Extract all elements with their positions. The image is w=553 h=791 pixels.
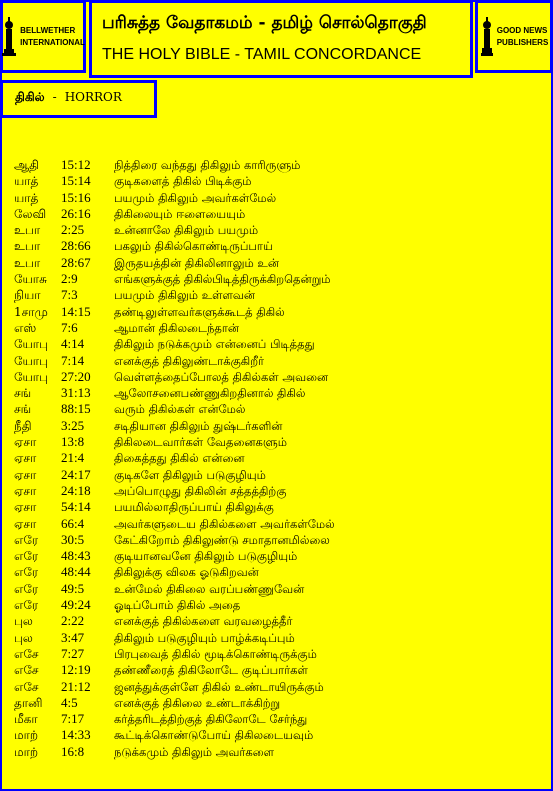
entry-text: வரும் திகில்கள் என்மேல்: [114, 402, 246, 417]
entry-reference: 26:16: [61, 205, 91, 221]
list-item: [14, 238, 544, 254]
list-item: [14, 450, 544, 466]
entry-book: மாற்: [14, 728, 39, 743]
goodnews-logo-line2: PUBLISHERS: [496, 37, 549, 47]
list-item: [14, 646, 544, 662]
entry-reference: 7:27: [61, 645, 85, 661]
entry-text: இருதயத்தின் திகிலினாலும் உன்: [114, 255, 279, 270]
entry-book: ஏசா: [14, 467, 37, 482]
list-item: [14, 304, 544, 320]
topic-english: HORROR: [64, 90, 122, 104]
entry-reference: 54:14: [61, 499, 91, 515]
entry-text: குடிகளைத் திகில் பிடிக்கும்: [114, 174, 252, 189]
list-item: [14, 222, 544, 238]
entry-book: ஏசா: [14, 500, 37, 515]
list-item: [14, 695, 544, 711]
bellwether-logo-box: [0, 0, 86, 73]
bellwether-logo-line2: INTERNATIONAL: [20, 37, 85, 47]
list-item: [14, 499, 544, 515]
entry-book: ஏசா: [14, 516, 37, 531]
entry-reference: 24:18: [61, 482, 91, 498]
entry-text: குடிகளே திகிலும் படுகுழியும்: [114, 467, 266, 482]
figure-logo-icon: [480, 17, 494, 57]
entry-book: யோபு: [14, 337, 49, 352]
entry-reference: 13:8: [61, 434, 85, 450]
entry-reference: 15:16: [61, 189, 91, 205]
topic-tamil: திகில்: [15, 90, 45, 104]
entry-text: ஜனத்துக்குள்ளே திகில் உண்டாயிருக்கும்: [114, 679, 324, 694]
list-item: [14, 255, 544, 271]
entry-text: ஆமான் திகிலடைந்தான்: [114, 320, 240, 335]
list-item: [14, 369, 544, 385]
entry-reference: 7:14: [61, 352, 85, 368]
entry-reference: 30:5: [61, 531, 85, 547]
entry-reference: 12:19: [61, 662, 91, 678]
list-item: [14, 336, 544, 352]
entry-text: ஆலோசனைபண்ணுகிறதினால் திகில்: [114, 386, 306, 401]
title-tamil: பரிசுத்த வேதாகமம் - தமிழ் சொல்தொகுதி: [102, 13, 427, 33]
entry-text: எனக்குத் திகில்களை வரவழைத்தீர்: [114, 614, 293, 629]
goodnews-logo-box: [475, 0, 553, 73]
entry-text: பயமில்லாதிருப்பாய் திகிலுக்கு: [114, 500, 274, 515]
entry-text: வெள்ளத்தைப்போலத் திகில்கள் அவனை: [114, 369, 329, 384]
entry-book: உபா: [14, 223, 41, 238]
entry-text: பயமும் திகிலும் அவர்கள்மேல்: [114, 190, 277, 205]
entry-reference: 48:43: [61, 548, 91, 564]
entry-book: யோசு: [14, 272, 47, 287]
list-item: [14, 711, 544, 727]
entry-book: யாத்: [14, 174, 39, 189]
list-item: [14, 483, 544, 499]
entry-reference: 31:13: [61, 385, 91, 401]
entry-text: ஓடிப்போம் திகில் அதை: [114, 598, 241, 613]
list-item: [14, 206, 544, 222]
list-item: [14, 353, 544, 369]
entry-book: 1சாமு: [14, 304, 48, 319]
entry-book: ஏசா: [14, 435, 37, 450]
entry-book: எசே: [14, 646, 39, 661]
entry-reference: 2:9: [61, 271, 78, 287]
entry-reference: 49:24: [61, 597, 91, 613]
list-item: [14, 418, 544, 434]
list-item: [14, 548, 544, 564]
entry-book: எசே: [14, 679, 39, 694]
entry-text: அவர்களுடைய திகில்களை அவர்கள்மேல்: [114, 516, 335, 531]
title-english: THE HOLY BIBLE - TAMIL CONCORDANCE: [102, 46, 422, 63]
entry-text: எனக்குத் திகிலை உண்டாக்கிற்று: [114, 695, 281, 710]
entry-reference: 7:6: [61, 319, 78, 335]
list-item: [14, 467, 544, 483]
entry-book: நியா: [14, 288, 41, 303]
entry-reference: 21:4: [61, 450, 85, 466]
entry-book: எரே: [14, 598, 39, 613]
entry-text: உன்மேல் திகிலை வரப்பண்ணுவேன்: [114, 581, 305, 596]
entry-reference: 48:44: [61, 564, 91, 580]
entry-reference: 7:17: [61, 711, 85, 727]
entry-reference: 3:25: [61, 417, 85, 433]
entry-text: எனக்குத் திகிலுண்டாக்குகிறீர்: [114, 353, 264, 368]
bellwether-logo-line1: BELLWETHER: [20, 25, 76, 35]
list-item: [14, 597, 544, 613]
entry-book: உபா: [14, 255, 41, 270]
bellwether-logo: [1, 17, 85, 57]
entry-book: ஏசா: [14, 451, 37, 466]
entry-reference: 21:12: [61, 678, 91, 694]
list-item: [14, 320, 544, 336]
entry-reference: 4:5: [61, 694, 78, 710]
entry-text: பிரபுவைத் திகில் மூடிக்கொண்டிருக்கும்: [114, 646, 317, 661]
entry-text: திகைத்தது திகில் என்னை: [114, 451, 245, 466]
entry-text: திகிலையும் ஈளையையும்: [114, 206, 246, 221]
entry-text: திகிலடைவார்கள் வேதனைகளும்: [114, 435, 287, 450]
entry-reference: 14:15: [61, 303, 91, 319]
entry-reference: 14:33: [61, 727, 91, 743]
entry-book: ஏசா: [14, 483, 37, 498]
list-item: [14, 190, 544, 206]
entry-reference: 28:66: [61, 238, 91, 254]
topic-heading: [0, 80, 157, 118]
list-item: [14, 662, 544, 678]
entry-book: யோபு: [14, 353, 49, 368]
entry-text: உன்னாலே திகிலும் பயமும்: [114, 223, 259, 238]
entry-reference: 2:22: [61, 613, 85, 629]
entry-reference: 15:12: [61, 157, 91, 172]
entry-reference: 15:14: [61, 173, 91, 189]
entry-book: நீதி: [14, 418, 32, 433]
entry-text: திகிலும் நடுக்கமும் என்னைப் பிடித்தது: [114, 337, 315, 352]
entry-reference: 28:67: [61, 254, 91, 270]
list-item: [14, 679, 544, 695]
figure-logo-icon: [1, 17, 17, 57]
concordance-list: [14, 157, 544, 760]
entry-reference: 16:8: [61, 743, 85, 759]
list-item: [14, 385, 544, 401]
list-item: [14, 744, 544, 760]
entry-reference: 2:25: [61, 222, 85, 238]
list-item: [14, 157, 544, 173]
list-item: [14, 727, 544, 743]
entry-book: உபா: [14, 239, 41, 254]
list-item: [14, 173, 544, 189]
entry-book: யோபு: [14, 369, 49, 384]
entry-text: கர்த்தரிடத்திற்குத் திகிலோடே சேர்ந்து: [114, 712, 308, 727]
entry-book: எசே: [14, 663, 39, 678]
entry-book: மாற்: [14, 744, 39, 759]
entry-text: தண்ணீரைத் திகிலோடே குடிப்பார்கள்: [114, 663, 308, 678]
entry-text: திகிலுக்கு விலக ஓடுகிறவன்: [114, 565, 259, 580]
entry-text: கேட்கிறோம் திகிலுண்டு சமாதானமில்லை: [114, 532, 330, 547]
entry-book: புல: [14, 630, 33, 645]
entry-book: எரே: [14, 532, 39, 547]
entry-text: குடியானவனே திகிலும் படுகுழியும்: [114, 549, 298, 564]
entry-book: லேவி: [14, 206, 47, 221]
entry-book: எஸ்: [14, 320, 37, 335]
entry-reference: 4:14: [61, 336, 85, 352]
goodnews-logo: [480, 17, 549, 57]
list-item: [14, 564, 544, 580]
list-item: [14, 613, 544, 629]
list-item: [14, 271, 544, 287]
entry-text: நித்திரை வந்தது திகிலும் காரிருளும்: [114, 158, 301, 172]
entry-reference: 27:20: [61, 368, 91, 384]
entry-text: பகலும் திகில்கொண்டிருப்பாய்: [114, 239, 273, 254]
entry-book: புல: [14, 614, 33, 629]
list-item: [14, 532, 544, 548]
entry-book: எரே: [14, 565, 39, 580]
goodnews-logo-line1: GOOD NEWS: [496, 25, 548, 35]
list-item: [14, 581, 544, 597]
entry-text: கூட்டிக்கொண்டுபோய் திகிலடையவும்: [114, 728, 314, 743]
list-item: [14, 401, 544, 417]
list-item: [14, 516, 544, 532]
entry-text: திகிலும் படுகுழியும் பாழ்க்கடிப்பும்: [114, 630, 295, 645]
list-item: [14, 434, 544, 450]
entry-book: சங்: [14, 402, 32, 417]
entry-book: எரே: [14, 549, 39, 564]
entry-reference: 3:47: [61, 629, 85, 645]
entry-reference: 66:4: [61, 515, 85, 531]
entry-text: நடுக்கமும் திகிலும் அவர்களை: [114, 744, 275, 759]
entry-book: யாத்: [14, 190, 39, 205]
entry-book: சங்: [14, 386, 32, 401]
topic-separator: -: [52, 90, 57, 104]
entry-reference: 24:17: [61, 466, 91, 482]
entry-reference: 49:5: [61, 580, 85, 596]
list-item: [14, 630, 544, 646]
list-item: [14, 287, 544, 303]
entry-book: தானி: [14, 695, 43, 710]
entry-text: அப்பொழுது திகிலின் சத்தத்திற்கு: [114, 483, 287, 498]
entry-text: எங்களுக்குத் திகில்பிடித்திருக்கிறதென்றும்: [114, 272, 331, 287]
entry-book: எரே: [14, 581, 39, 596]
entry-text: சடிதியான திகிலும் துஷ்டர்களின்: [114, 418, 283, 433]
entry-reference: 7:3: [61, 287, 78, 303]
entry-reference: 88:15: [61, 401, 91, 417]
entry-text: தண்டிலுள்ளவர்களுக்கூடத் திகில்: [114, 304, 285, 319]
entry-text: பயமும் திகிலும் உள்ளவன்: [114, 288, 256, 303]
entry-book: மீகா: [14, 712, 38, 727]
title-box: [89, 0, 473, 78]
entry-book: ஆதி: [14, 158, 40, 172]
